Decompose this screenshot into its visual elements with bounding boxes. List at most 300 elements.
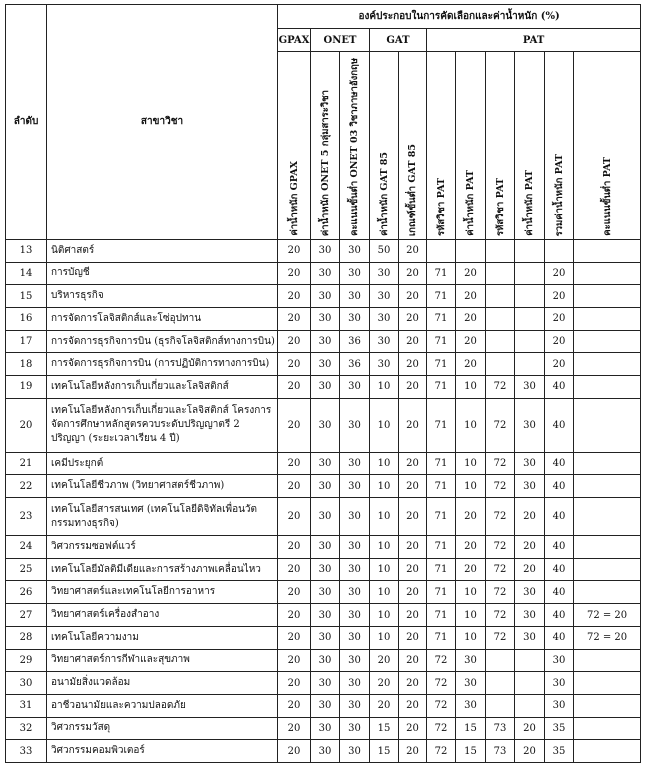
major-name: เทคโนโลยีสารสนเทศ (เทคโนโลยีดิจิทัลเพื่อนวัตกรรมทางธุรกิจ) (47, 498, 278, 536)
value-cell: 72 (486, 452, 515, 475)
value-cell (486, 262, 515, 285)
value-cell: 20 (456, 307, 486, 330)
table-row (6, 239, 641, 262)
value-cell: 20 (278, 239, 311, 262)
major-header: สาขาวิชา (47, 5, 278, 240)
value-cell (574, 239, 641, 262)
value-cell: 40 (545, 398, 574, 452)
value-cell: 20 (515, 498, 545, 536)
value-cell: 72 (486, 626, 515, 649)
value-cell (574, 717, 641, 740)
value-cell (515, 285, 545, 308)
value-cell: 72 (486, 376, 515, 399)
row-index: 15 (6, 285, 47, 308)
value-cell (486, 307, 515, 330)
value-cell: 71 (427, 536, 456, 559)
group-gat: GAT (370, 29, 427, 52)
value-cell: 72 (427, 717, 456, 740)
table-row (6, 307, 641, 330)
row-index: 13 (6, 239, 47, 262)
value-cell: 20 (399, 672, 427, 695)
value-cell: 10 (370, 626, 399, 649)
row-index: 18 (6, 353, 47, 376)
table-row (6, 376, 641, 399)
value-cell: 30 (340, 262, 370, 285)
value-cell: 20 (399, 581, 427, 604)
value-cell: 20 (278, 398, 311, 452)
value-cell: 20 (545, 262, 574, 285)
value-cell: 30 (340, 604, 370, 627)
value-cell: 20 (456, 498, 486, 536)
value-cell (486, 353, 515, 376)
value-cell (515, 649, 545, 672)
value-cell: 40 (545, 452, 574, 475)
value-cell: 20 (456, 353, 486, 376)
value-cell: 71 (427, 604, 456, 627)
value-cell: 20 (399, 475, 427, 498)
row-index: 28 (6, 626, 47, 649)
value-cell: 73 (486, 740, 515, 763)
value-cell: 40 (545, 536, 574, 559)
value-cell (574, 649, 641, 672)
value-cell: 20 (278, 536, 311, 559)
value-cell (515, 307, 545, 330)
row-index: 14 (6, 262, 47, 285)
value-cell: 30 (340, 536, 370, 559)
value-cell (574, 536, 641, 559)
value-cell: 72 (486, 604, 515, 627)
value-cell: 30 (515, 376, 545, 399)
major-name: เทคโนโลยีหลังการเก็บเกี่ยวและโลจิสติกส์ โครงการจัดการศึกษาหลักสูตรควบระดับปริญญาตรี 2 ปริญญา (ระยะเวลาเรียน 4 ปี) (47, 398, 278, 452)
value-cell (574, 558, 641, 581)
value-cell: 30 (370, 353, 399, 376)
value-cell: 72 (486, 536, 515, 559)
table-row (6, 398, 641, 452)
table-row (6, 581, 641, 604)
value-cell: 30 (340, 398, 370, 452)
table-row (6, 649, 641, 672)
table-row (6, 717, 641, 740)
table-row (6, 285, 641, 308)
value-cell: 30 (340, 475, 370, 498)
value-cell: 10 (370, 376, 399, 399)
value-cell: 20 (399, 604, 427, 627)
value-cell (574, 285, 641, 308)
value-cell: 30 (340, 239, 370, 262)
value-cell: 30 (311, 649, 340, 672)
value-cell: 10 (370, 558, 399, 581)
value-cell (515, 330, 545, 353)
table-row (6, 604, 641, 627)
value-cell: 10 (370, 581, 399, 604)
value-cell (574, 581, 641, 604)
sub-header: ค่าน้ำหนัก GAT 85 (370, 52, 399, 240)
value-cell: 30 (311, 604, 340, 627)
value-cell: 15 (456, 740, 486, 763)
value-cell: 10 (370, 604, 399, 627)
value-cell: 30 (311, 475, 340, 498)
value-cell (574, 672, 641, 695)
value-cell: 10 (370, 452, 399, 475)
value-cell: 72 (486, 475, 515, 498)
value-cell: 30 (515, 604, 545, 627)
value-cell: 10 (370, 398, 399, 452)
value-cell: 72 = 20 (574, 626, 641, 649)
value-cell: 73 (486, 717, 515, 740)
value-cell: 20 (545, 307, 574, 330)
sub-header: รหัสวิชา PAT (486, 52, 515, 240)
value-cell: 20 (399, 307, 427, 330)
value-cell: 71 (427, 558, 456, 581)
sub-header: เกณฑ์ขั้นต่ำ GAT 85 (399, 52, 427, 240)
value-cell (574, 262, 641, 285)
value-cell: 30 (340, 581, 370, 604)
major-name: เทคโนโลยีความงาม (47, 626, 278, 649)
value-cell: 20 (278, 475, 311, 498)
row-index: 29 (6, 649, 47, 672)
row-index: 33 (6, 740, 47, 763)
value-cell (515, 672, 545, 695)
major-name: วิทยาศาสตร์เครื่องสำอาง (47, 604, 278, 627)
table-row (6, 536, 641, 559)
value-cell: 30 (340, 307, 370, 330)
value-cell: 30 (515, 581, 545, 604)
value-cell: 30 (515, 398, 545, 452)
value-cell: 30 (311, 330, 340, 353)
value-cell: 20 (278, 672, 311, 695)
value-cell (515, 353, 545, 376)
value-cell: 20 (370, 694, 399, 717)
value-cell: 71 (427, 330, 456, 353)
table-row (6, 694, 641, 717)
value-cell: 30 (545, 694, 574, 717)
value-cell: 30 (311, 398, 340, 452)
value-cell (574, 498, 641, 536)
value-cell (486, 649, 515, 672)
value-cell: 30 (340, 558, 370, 581)
value-cell (515, 239, 545, 262)
value-cell: 30 (340, 672, 370, 695)
sub-header: คะแนนขั้นต่ำ PAT (574, 52, 641, 240)
value-cell: 71 (427, 452, 456, 475)
major-name: วิศวกรรมซอฟต์แวร์ (47, 536, 278, 559)
major-name: เทคโนโลยีหลังการเก็บเกี่ยวและโลจิสติกส์ (47, 376, 278, 399)
sub-header: ค่าน้ำหนัก PAT (456, 52, 486, 240)
value-cell: 20 (370, 672, 399, 695)
value-cell: 10 (456, 604, 486, 627)
row-index: 21 (6, 452, 47, 475)
row-index: 30 (6, 672, 47, 695)
value-cell: 20 (399, 626, 427, 649)
major-name: วิทยาศาสตร์และเทคโนโลยีการอาหาร (47, 581, 278, 604)
value-cell: 30 (340, 285, 370, 308)
value-cell: 30 (340, 626, 370, 649)
table-row (6, 353, 641, 376)
value-cell: 20 (278, 285, 311, 308)
value-cell: 40 (545, 626, 574, 649)
value-cell: 20 (515, 717, 545, 740)
table-body (6, 239, 641, 762)
major-name: อาชีวอนามัยและความปลอดภัย (47, 694, 278, 717)
value-cell: 20 (278, 558, 311, 581)
value-cell: 30 (311, 262, 340, 285)
value-cell: 20 (399, 285, 427, 308)
value-cell: 30 (545, 672, 574, 695)
value-cell: 72 (486, 498, 515, 536)
value-cell: 30 (311, 694, 340, 717)
value-cell: 20 (545, 330, 574, 353)
value-cell: 10 (370, 475, 399, 498)
value-cell: 30 (311, 285, 340, 308)
value-cell: 20 (515, 536, 545, 559)
value-cell: 20 (278, 626, 311, 649)
sub-header: รหัสวิชา PAT (427, 52, 456, 240)
value-cell: 30 (370, 330, 399, 353)
value-cell: 30 (370, 285, 399, 308)
value-cell: 72 (427, 694, 456, 717)
table-row (6, 330, 641, 353)
value-cell: 40 (545, 498, 574, 536)
value-cell: 20 (456, 262, 486, 285)
major-name: วิศวกรรมวัสดุ (47, 717, 278, 740)
value-cell: 72 (486, 581, 515, 604)
value-cell: 20 (278, 694, 311, 717)
value-cell: 40 (545, 558, 574, 581)
value-cell: 40 (545, 475, 574, 498)
value-cell: 30 (340, 694, 370, 717)
value-cell: 30 (340, 649, 370, 672)
value-cell: 30 (456, 672, 486, 695)
value-cell: 71 (427, 498, 456, 536)
group-onet: ONET (311, 29, 370, 52)
value-cell: 20 (278, 307, 311, 330)
table-row (6, 475, 641, 498)
value-cell: 20 (399, 694, 427, 717)
row-index: 20 (6, 398, 47, 452)
value-cell (574, 376, 641, 399)
row-index: 23 (6, 498, 47, 536)
value-cell: 72 (427, 672, 456, 695)
value-cell: 10 (370, 498, 399, 536)
value-cell: 20 (456, 285, 486, 308)
value-cell: 20 (515, 558, 545, 581)
value-cell: 71 (427, 475, 456, 498)
value-cell: 30 (311, 307, 340, 330)
value-cell: 30 (456, 649, 486, 672)
table-row (6, 452, 641, 475)
value-cell: 30 (340, 717, 370, 740)
value-cell: 15 (370, 717, 399, 740)
value-cell: 10 (456, 475, 486, 498)
value-cell: 30 (311, 536, 340, 559)
value-cell: 30 (340, 376, 370, 399)
value-cell: 20 (399, 649, 427, 672)
sub-header: รวมค่าน้ำหนัก PAT (545, 52, 574, 240)
value-cell: 71 (427, 376, 456, 399)
sub-header: ค่าน้ำหนัก GPAX (278, 52, 311, 240)
value-cell: 10 (456, 398, 486, 452)
value-cell: 72 = 20 (574, 604, 641, 627)
major-name: บริหารธุรกิจ (47, 285, 278, 308)
row-index: 26 (6, 581, 47, 604)
value-cell: 20 (399, 239, 427, 262)
row-index: 25 (6, 558, 47, 581)
value-cell: 20 (278, 452, 311, 475)
major-name: การจัดการโลจิสติกส์และโซ่อุปทาน (47, 307, 278, 330)
value-cell (486, 672, 515, 695)
value-cell: 71 (427, 307, 456, 330)
row-index: 17 (6, 330, 47, 353)
value-cell: 30 (340, 740, 370, 763)
major-name: การจัดการธุรกิจการบิน (การปฏิบัติการทางการบิน) (47, 353, 278, 376)
value-cell: 20 (399, 452, 427, 475)
sub-header: คะแนนขั้นต่ำ ONET 03 วิชาภาษาอังกฤษ (340, 52, 370, 240)
value-cell (574, 694, 641, 717)
table-row (6, 262, 641, 285)
index-header: ลำดับ (6, 5, 47, 240)
value-cell: 10 (370, 536, 399, 559)
table-title: องค์ประกอบในการคัดเลือกและค่าน้ำหนัก (%) (278, 5, 641, 29)
value-cell: 20 (399, 376, 427, 399)
row-index: 31 (6, 694, 47, 717)
major-name: วิทยาศาสตร์การกีฬาและสุขภาพ (47, 649, 278, 672)
value-cell (486, 285, 515, 308)
value-cell: 15 (456, 717, 486, 740)
value-cell: 20 (545, 285, 574, 308)
value-cell: 20 (399, 536, 427, 559)
value-cell: 20 (278, 330, 311, 353)
value-cell: 30 (340, 452, 370, 475)
value-cell: 20 (399, 498, 427, 536)
value-cell: 30 (340, 498, 370, 536)
value-cell: 20 (399, 330, 427, 353)
value-cell: 10 (456, 581, 486, 604)
value-cell: 35 (545, 717, 574, 740)
value-cell: 20 (399, 262, 427, 285)
value-cell: 71 (427, 398, 456, 452)
value-cell: 30 (311, 452, 340, 475)
value-cell: 40 (545, 581, 574, 604)
value-cell: 20 (278, 604, 311, 627)
value-cell: 72 (486, 558, 515, 581)
table-row (6, 672, 641, 695)
value-cell: 40 (545, 376, 574, 399)
value-cell (486, 694, 515, 717)
row-index: 19 (6, 376, 47, 399)
value-cell: 20 (399, 740, 427, 763)
group-gpax: GPAX (278, 29, 311, 52)
value-cell: 20 (370, 649, 399, 672)
major-name: นิติศาสตร์ (47, 239, 278, 262)
value-cell (574, 475, 641, 498)
value-cell: 20 (278, 353, 311, 376)
value-cell: 72 (427, 740, 456, 763)
value-cell (486, 330, 515, 353)
value-cell (574, 740, 641, 763)
value-cell: 72 (486, 398, 515, 452)
value-cell: 30 (370, 307, 399, 330)
value-cell: 71 (427, 285, 456, 308)
row-index: 24 (6, 536, 47, 559)
value-cell: 71 (427, 262, 456, 285)
value-cell: 40 (545, 604, 574, 627)
value-cell: 15 (370, 740, 399, 763)
value-cell: 30 (311, 672, 340, 695)
value-cell: 30 (311, 717, 340, 740)
value-cell: 30 (311, 558, 340, 581)
value-cell (574, 307, 641, 330)
value-cell: 20 (278, 717, 311, 740)
value-cell: 20 (399, 717, 427, 740)
value-cell: 30 (311, 498, 340, 536)
value-cell: 30 (370, 262, 399, 285)
value-cell: 71 (427, 353, 456, 376)
major-name: อนามัยสิ่งแวดล้อม (47, 672, 278, 695)
major-name: เทคโนโลยีมัลติมีเดียและการสร้างภาพเคลื่อนไหว (47, 558, 278, 581)
value-cell: 10 (456, 626, 486, 649)
value-cell (486, 239, 515, 262)
value-cell: 20 (515, 740, 545, 763)
value-cell: 20 (456, 558, 486, 581)
value-cell: 35 (545, 740, 574, 763)
table-row (6, 498, 641, 536)
value-cell (456, 239, 486, 262)
value-cell: 30 (311, 376, 340, 399)
sub-header: ค่าน้ำหนัก PAT (515, 52, 545, 240)
value-cell: 20 (278, 740, 311, 763)
value-cell (545, 239, 574, 262)
value-cell (574, 330, 641, 353)
value-cell: 20 (278, 498, 311, 536)
value-cell: 30 (311, 581, 340, 604)
major-name: วิศวกรรมคอมพิวเตอร์ (47, 740, 278, 763)
value-cell: 30 (311, 239, 340, 262)
value-cell: 30 (311, 353, 340, 376)
table-row (6, 740, 641, 763)
value-cell: 50 (370, 239, 399, 262)
row-index: 32 (6, 717, 47, 740)
value-cell: 30 (456, 694, 486, 717)
table-row (6, 558, 641, 581)
major-name: เทคโนโลยีชีวภาพ (วิทยาศาสตร์ชีวภาพ) (47, 475, 278, 498)
value-cell: 20 (278, 262, 311, 285)
value-cell: 71 (427, 581, 456, 604)
value-cell (574, 452, 641, 475)
value-cell (574, 353, 641, 376)
major-name: การจัดการธุรกิจการบิน (ธุรกิจโลจิสติกส์ทางการบิน) (47, 330, 278, 353)
criteria-table (5, 4, 641, 763)
value-cell (515, 694, 545, 717)
row-index: 16 (6, 307, 47, 330)
value-cell: 30 (515, 626, 545, 649)
value-cell: 20 (456, 330, 486, 353)
value-cell: 20 (278, 581, 311, 604)
value-cell: 10 (456, 376, 486, 399)
value-cell: 30 (515, 452, 545, 475)
major-name: เคมีประยุกต์ (47, 452, 278, 475)
value-cell: 71 (427, 626, 456, 649)
value-cell: 36 (340, 353, 370, 376)
value-cell: 72 (427, 649, 456, 672)
value-cell: 20 (399, 353, 427, 376)
row-index: 27 (6, 604, 47, 627)
value-cell (427, 239, 456, 262)
value-cell: 20 (278, 376, 311, 399)
sub-header: ค่าน้ำหนัก ONET 5 กลุ่มสาระวิชา (311, 52, 340, 240)
value-cell: 20 (399, 398, 427, 452)
value-cell: 30 (311, 626, 340, 649)
value-cell (515, 262, 545, 285)
